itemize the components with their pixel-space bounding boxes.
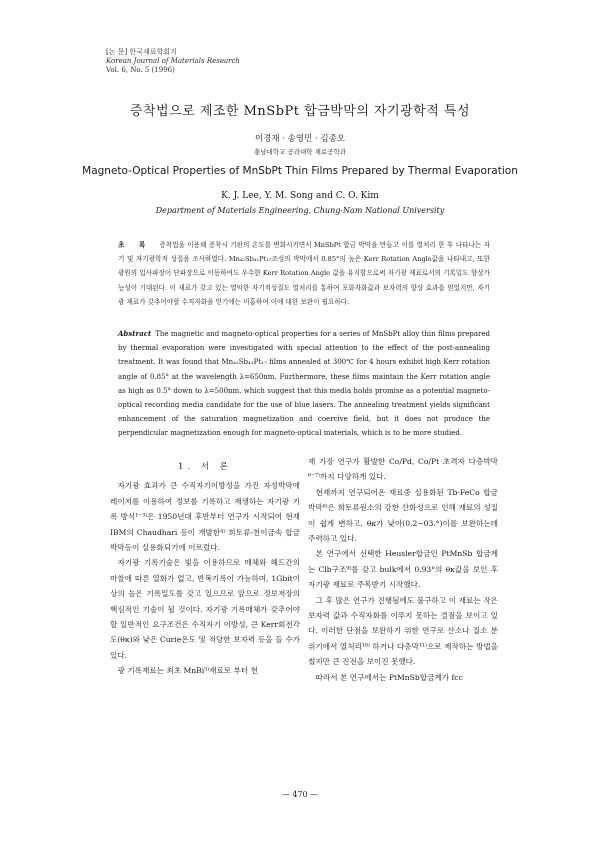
- paragraph: 그 후 많은 연구가 진행됨에도 불구하고 이 재료는 작은 보자력 값과 수직자화를 이루지 못하는 결점을 보이고 있다. 이러한 단점을 보완하기 위한 연구로 산소나 질소 분위기에서 열처리¹⁰⁾ 하거나 다층막¹¹⁾으로 제작하는 방법을 썼지만 큰 진전을 보이진 못했다.: [308, 595, 498, 667]
- paragraph: 본 연구에서 선택한 Heusler합금인 PtMnSb 합금계는 Clb구조⁹⁾를 갖고 bulk에서 0.93°의 θκ값을 보인 후 자기광 재료로 주목받기 시작했다.: [308, 549, 498, 590]
- abstract-korean-text: 증착법을 이용해 증착시 기판의 온도를 변화시키면서 MnSbPt 합금 박막을 만들고 이를 열처리 한 후 나타나는 자기 및 자기광학적 성질을 조사하였다. Mn₄₂Sb₄₁Pt₁₇조성의 박막에서 0.85°의 높은 Kerr Rotation Angle값을 나타내고, 또한 광원의 입사파장이 단파장으로 이동하여도 우수한 Kerr Rotation Angle 값을 유지함으로써 자기광 재료로서의 기록밀도 향상가능성이 기대된다. 이 재료가 갖고 있는 열악한 자기적성질도 열처리를 통하여 포화자화값과 보자력의 향상 효과를 얻었지만, 자기광 재료가 갖추어야할 수직자화을 얻기에는 미흡하여 이에 대한 보완이 필요하다.: [118, 241, 490, 306]
- paragraph: 자기광 효과가 큰 수직자기이방성을 가진 자성박막에 레이저를 이용하여 정보를 기록하고 재생하는 자기광 기록 방식¹⁻³⁾은 1950년대 후반부터 연구가 시작되어 현재 IBM의 Chaudhari 등이 개발한⁴⁾ 희토류-천이금속 합금 박막등이 실용화되기에 이르렀다.: [110, 481, 300, 553]
- paragraph: 재 가장 연구가 활발한 Co/Pd, Co/Pt 초격자 다층박막⁶⁻⁷⁾까지 다양하게 있다.: [308, 457, 498, 482]
- section-heading-introduction: 1. 서 론: [178, 462, 232, 472]
- authors-korean: 이경재 · 송영민 · 김종오: [254, 134, 346, 144]
- page-number: — 470 —: [281, 790, 319, 799]
- paragraph: 자기광 기록기술은 빛을 이용하므로 매체와 헤드간의 마찰에 따른 열화가 없고, 반복기록이 가능하며, 1Gbit이상의 높은 기록밀도를 갖고 있으므로 앞으로 정보저장의 핵심적인 기술이 될 것이다. 자기광 기록매체가 갖추어야 할 일반적인 요구조건은 수직자기 이방성, 큰 Kerr회전각도(θκ)와 낮은 Curie온도 및 적당한 보자력 등을 들 수가 있다.: [110, 558, 300, 660]
- journal-header: [106, 48, 240, 75]
- journal-line-2: Korean Journal of Materials Research: [106, 57, 240, 65]
- abstract-english-keyword: Abstract: [118, 329, 152, 338]
- body-right-column: [308, 454, 498, 685]
- journal-line-1: [논 문] 한국재료학회지: [106, 48, 177, 56]
- body-left-column: [110, 460, 300, 679]
- paragraph: 따라서 본 연구에서는 PtMnSb합금계가 fcc: [315, 672, 463, 682]
- journal-line-3: Vol. 6, No. 5 (1996): [106, 66, 175, 74]
- title-english: Magneto-Optical Properties of MnSbPt Thin Films Prepared by Thermal Evaporation: [82, 165, 518, 177]
- abstract-english-text: The magnetic and magneto-optical properties for a series of MnSbPt alloy thin films prepared by thermal evaporation were investigated with special attention to the effect of the post-annealing treatment. It was found that Mn₄₂Sb₄₁Pt₁₇ films annealed at 300℃ for 4 hours exhibit high Kerr rotation angle of 0.85° at the wavelength λ=650nm. Furthermore, these films maintain the Kerr rotation angle as high as 0.5° down to λ=500nm, which suggest that this media holds promise as a potential magneto-optical recording media candidate for the use of blue lasers. The annealing treatment yields significant enhancement of the saturation magnetization and coercive field, but it does not produce the perpendicular magnetization enough for magneto-optical materials, which is to be more studied.: [118, 330, 490, 438]
- abstract-english: [118, 327, 490, 441]
- paragraph: 현재까지 연구되어온 재료중 실용화된 Tb-FeCo 합금박막⁸⁾은 희토류원소의 강한 산화성으로 인해 재료의 성질이 쉽게 변하고, θκ가 낮아(0.2~03.°)이를 보완하는데 주력하고 있다.: [308, 487, 498, 544]
- affiliation-english: Department of Materials Engineering, Chung-Nam National University: [155, 206, 445, 215]
- abstract-korean: [118, 238, 490, 309]
- abstract-korean-keyword: 초 록: [118, 241, 152, 249]
- title-korean: 증착법으로 제조한 MnSbPt 합금박막의 자기광학적 특성: [129, 104, 471, 119]
- authors-english: K. J. Lee, Y. M. Song and C. O. Kim: [221, 191, 379, 201]
- paragraph: 광 기록재료는 최초 MnBi⁵⁾재료로 부터 현: [117, 666, 258, 676]
- affiliation-korean: 충남대학교 공과대학 재료공학과: [253, 148, 347, 156]
